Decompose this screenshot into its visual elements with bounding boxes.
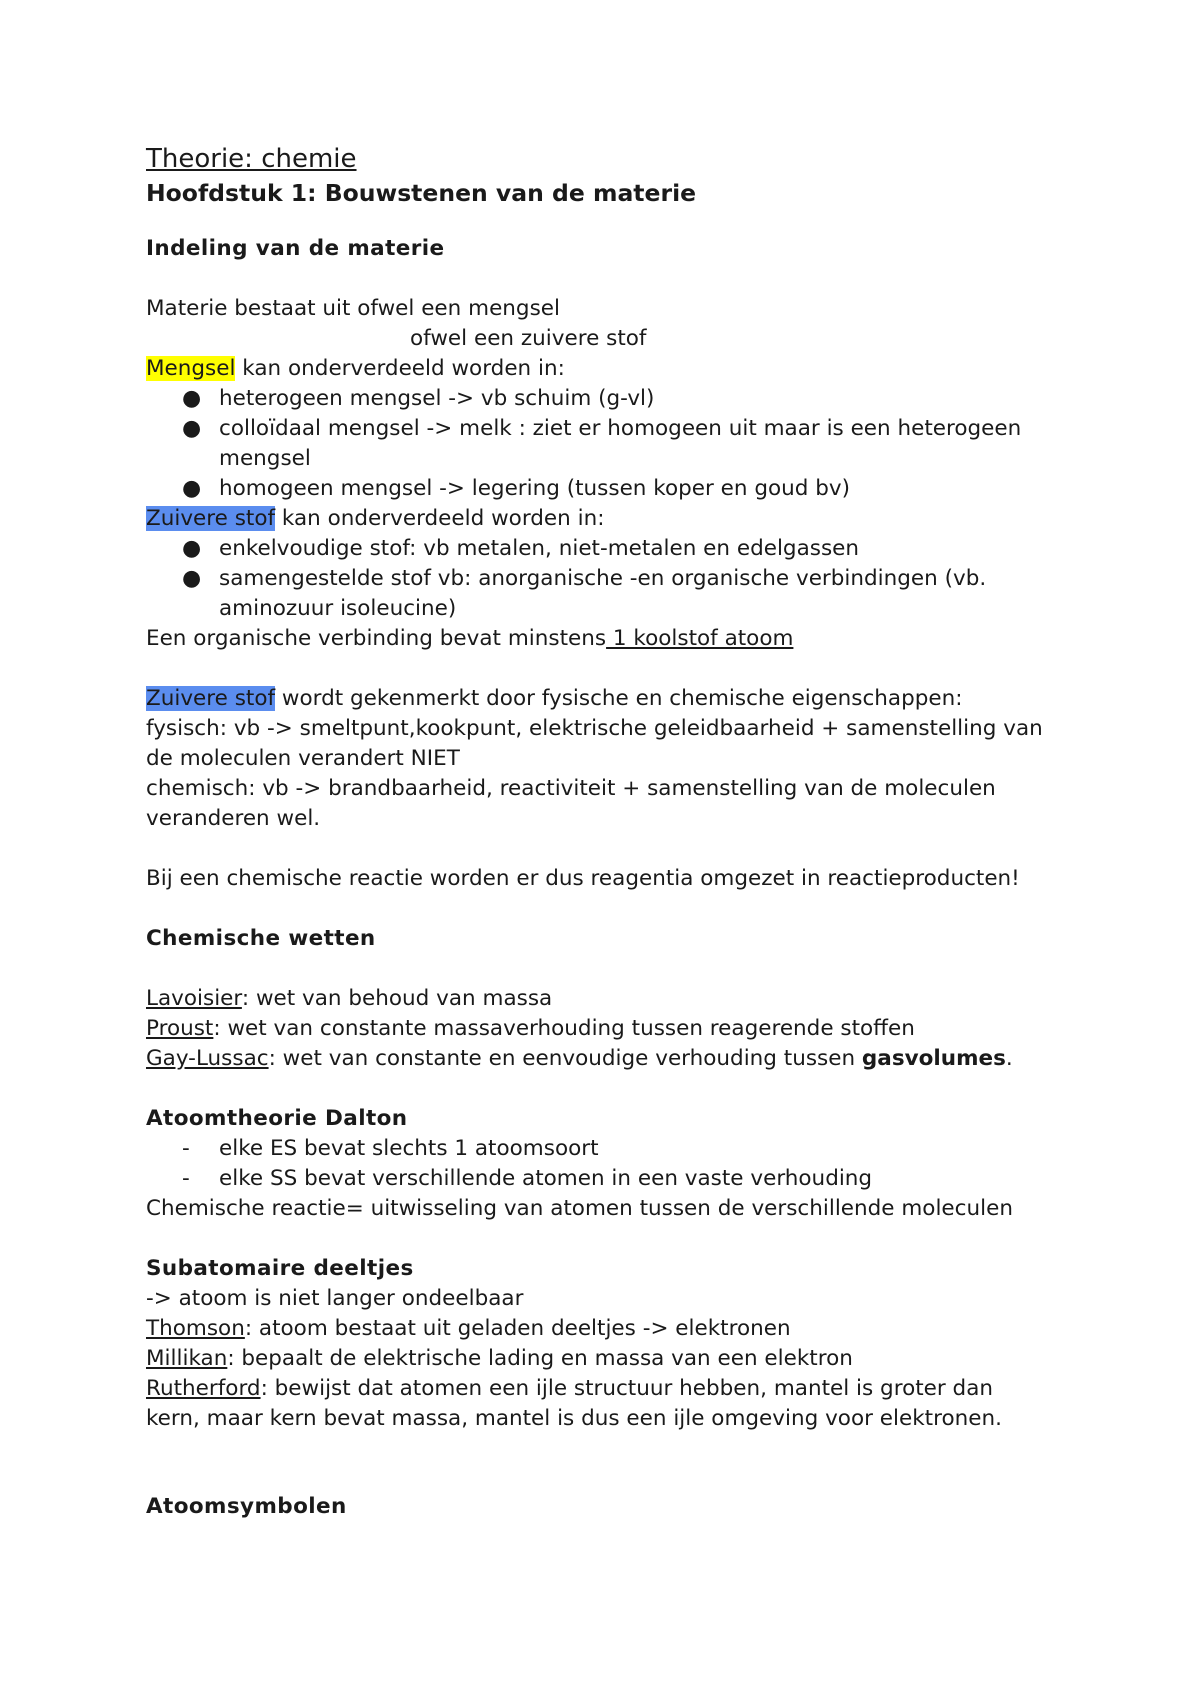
reactie-line: Bij een chemische reactie worden er dus reagentia omgezet in reactieproducten! [146, 866, 1020, 891]
list-item [146, 1164, 1086, 1194]
mengsel-list [146, 384, 1086, 504]
bullet-marker: ● [182, 416, 202, 441]
subatomair-intro: -> atoom is niet langer ondeelbaar [146, 1286, 524, 1311]
section-heading-indeling: Indeling van de materie [146, 236, 445, 261]
dalton-list [146, 1134, 1086, 1194]
person-thomson [146, 1314, 1086, 1344]
document-title: Theorie: chemie [146, 144, 357, 174]
dash-marker: - [182, 1136, 190, 1161]
list-item-text: elke SS bevat verschillende atomen in een vaste verhouding [219, 1166, 873, 1191]
zuivere-stof-highlight: Zuivere stof [146, 506, 276, 531]
bullet-marker: ● [182, 536, 202, 561]
list-item-text: samengestelde stof vb: anorganische -en organische verbindingen (vb. aminozuur isoleucine) [219, 566, 987, 621]
section-heading-subatomair: Subatomaire deeltjes [146, 1256, 414, 1281]
mengsel-highlight: Mengsel [146, 356, 236, 381]
section-heading-wetten: Chemische wetten [146, 926, 376, 951]
section-heading-atoomsymbolen: Atoomsymbolen [146, 1494, 347, 1519]
law-text: : wet van behoud van massa [241, 986, 553, 1011]
law-text: : wet van constante en eenvoudige verhouding tussen [268, 1046, 862, 1071]
properties-intro-rest: wordt gekenmerkt door fysische en chemische eigenschappen: [275, 686, 963, 711]
law-proust [146, 1014, 1086, 1044]
list-item-text: homogeen mengsel -> legering (tussen koper en goud bv) [219, 476, 851, 501]
list-item-text: heterogeen mengsel -> vb schuim (g-vl) [219, 386, 655, 411]
fysisch-paragraph: fysisch: vb -> smeltpunt,kookpunt, elektrische geleidbaarheid + samenstelling van de moleculen verandert NIET [146, 716, 1043, 771]
list-item [146, 534, 1086, 564]
bullet-marker: ● [182, 566, 202, 591]
materie-line-2: ofwel een zuivere stof [410, 326, 647, 351]
list-item [146, 414, 1086, 474]
dalton-reactie: Chemische reactie= uitwisseling van atomen tussen de verschillende moleculen [146, 1196, 1013, 1221]
law-bold-term: gasvolumes [861, 1046, 1006, 1071]
zuivere-stof-highlight: Zuivere stof [146, 686, 276, 711]
law-name: Proust [146, 1016, 214, 1041]
person-text: : bepaalt de elektrische lading en massa van een elektron [227, 1346, 853, 1371]
list-item-text: enkelvoudige stof: vb metalen, niet-metalen en edelgassen [219, 536, 860, 561]
chemisch-paragraph: chemisch: vb -> brandbaarheid, reactiviteit + samenstelling van de moleculen veranderen wel. [146, 776, 996, 831]
organic-underlined: 1 koolstof atoom [606, 626, 794, 651]
person-text: : bewijst dat atomen een ijle structuur hebben, mantel is groter dan kern, maar kern bevat massa, mantel is dus een ijle omgeving voor elektronen. [146, 1376, 1002, 1431]
zuivere-stof-intro-rest: kan onderverdeeld worden in: [275, 506, 605, 531]
zuivere-stof-list [146, 534, 1086, 624]
section-heading-dalton: Atoomtheorie Dalton [146, 1106, 408, 1131]
list-item [146, 1134, 1086, 1164]
list-item-text: colloïdaal mengsel -> melk : ziet er homogeen uit maar is een heterogeen mengsel [219, 416, 1022, 471]
list-item-text: elke ES bevat slechts 1 atoomsoort [219, 1136, 599, 1161]
person-name: Rutherford [146, 1376, 261, 1401]
list-item [146, 474, 1086, 504]
person-name: Thomson [146, 1316, 245, 1341]
bullet-marker: ● [182, 476, 202, 501]
person-name: Millikan [146, 1346, 228, 1371]
law-name: Gay-Lussac [146, 1046, 269, 1071]
law-gay-lussac [146, 1044, 1086, 1074]
person-rutherford [146, 1374, 1086, 1434]
document-content [146, 142, 1086, 1522]
zuivere-stof-intro [146, 504, 1086, 534]
law-name: Lavoisier [146, 986, 242, 1011]
law-text: : wet van constante massaverhouding tussen reagerende stoffen [213, 1016, 915, 1041]
law-lavoisier [146, 984, 1086, 1014]
person-millikan [146, 1344, 1086, 1374]
materie-line-1: Materie bestaat uit ofwel een mengsel [146, 296, 560, 321]
list-item [146, 564, 1086, 624]
properties-intro [146, 684, 1086, 714]
mengsel-intro-rest: kan onderverdeeld worden in: [235, 356, 565, 381]
organic-line [146, 624, 1086, 654]
list-item [146, 384, 1086, 414]
mengsel-intro [146, 354, 1086, 384]
chapter-heading: Hoofdstuk 1: Bouwstenen van de materie [146, 179, 697, 207]
organic-text: Een organische verbinding bevat minstens [146, 626, 607, 651]
bullet-marker: ● [182, 386, 202, 411]
person-text: : atoom bestaat uit geladen deeltjes -> elektronen [244, 1316, 791, 1341]
dash-marker: - [182, 1166, 190, 1191]
law-end: . [1005, 1046, 1013, 1071]
